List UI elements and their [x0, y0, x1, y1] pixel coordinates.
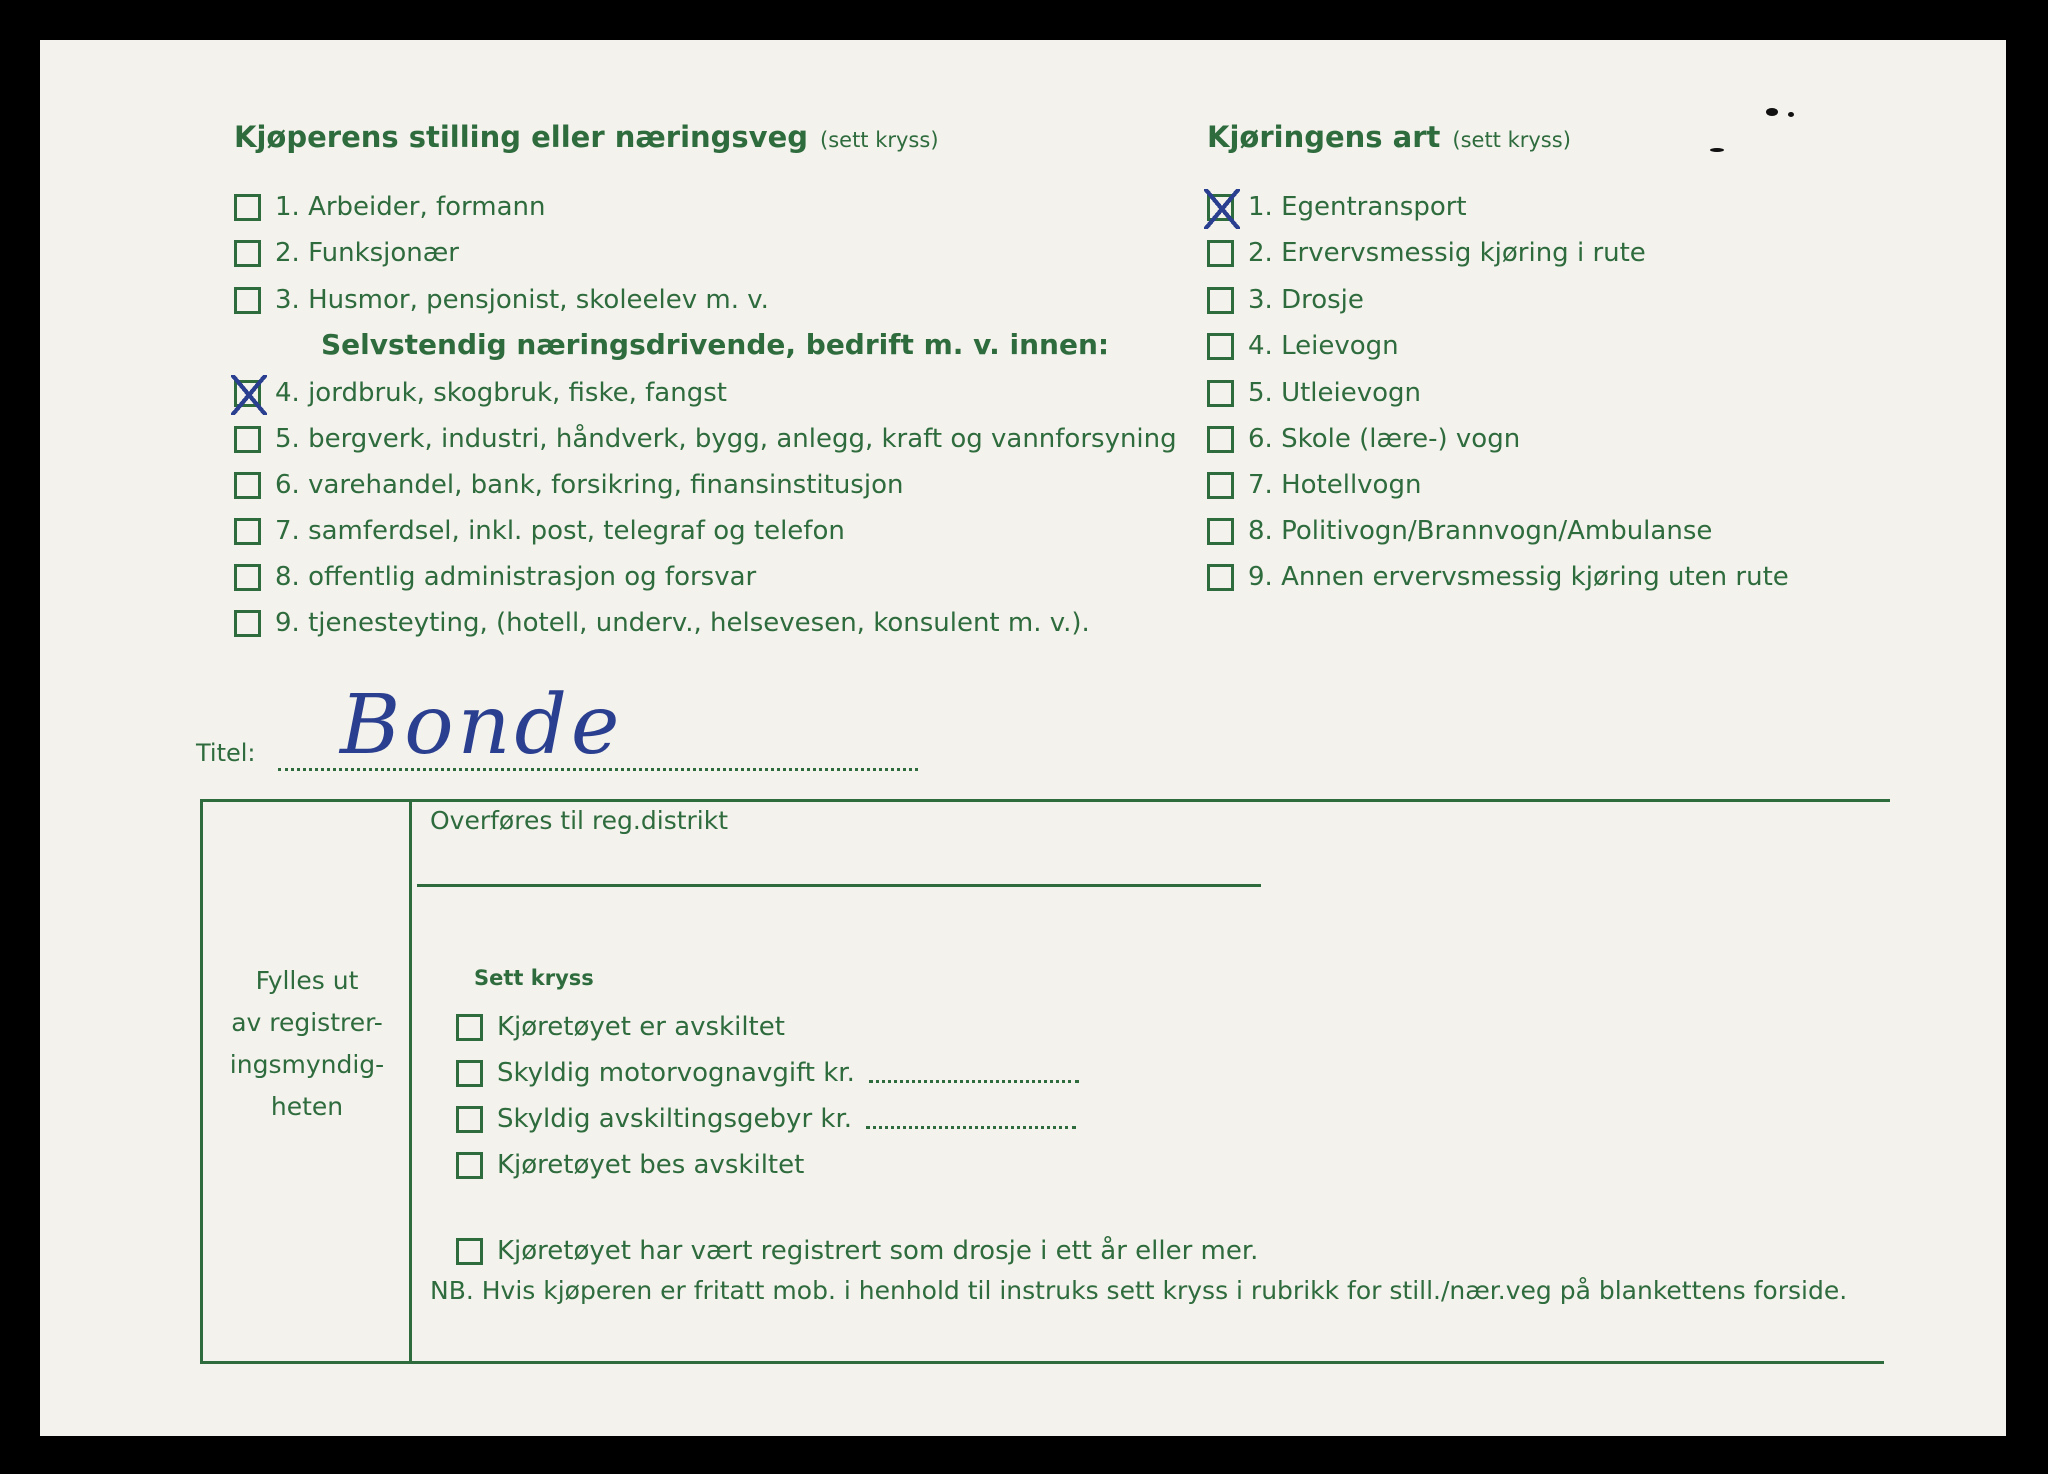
item-number: 8.	[275, 562, 300, 592]
item-label: Kjøretøyet har vært registrert som drosje i ett år eller mer.	[497, 1236, 1259, 1266]
paper-speck	[1788, 112, 1794, 117]
item-label: Skole (lære-) vogn	[1281, 424, 1521, 454]
right-item-7[interactable]	[1207, 468, 1421, 502]
right-item-8[interactable]	[1207, 514, 1712, 548]
item-number: 1.	[1248, 192, 1273, 222]
item-label: jordbruk, skogbruk, fiske, fangst	[308, 378, 727, 408]
right-heading: Kjøringens art (sett kryss)	[1207, 120, 1571, 154]
item-label: Politivogn/Brannvogn/Ambulanse	[1281, 516, 1713, 546]
checkbox[interactable]	[456, 1106, 483, 1133]
checkbox[interactable]	[234, 518, 261, 545]
reg-district-field-line[interactable]	[417, 884, 1261, 887]
checkbox-checked[interactable]	[234, 380, 261, 407]
registry-item-bes-avskiltet[interactable]	[456, 1148, 804, 1182]
registry-frame-divider	[409, 799, 412, 1363]
right-heading-note: (sett kryss)	[1452, 128, 1571, 152]
checkbox[interactable]	[1207, 564, 1234, 591]
titel-label: Titel:	[196, 739, 256, 767]
side-label-line: heten	[270, 1092, 344, 1121]
side-label-line: ingsmyndig-	[229, 1050, 385, 1079]
item-label: Skyldig avskiltingsgebyr kr.	[497, 1104, 853, 1134]
checkbox[interactable]	[456, 1152, 483, 1179]
nb-note: NB. Hvis kjøperen er fritatt mob. i henhold til instruks sett kryss i rubrikk for still./nær.veg på blankettens forside.	[430, 1276, 1848, 1305]
checkbox[interactable]	[1207, 380, 1234, 407]
checkbox[interactable]	[234, 287, 261, 314]
side-label-line: av registrer-	[231, 1008, 383, 1037]
checkbox[interactable]	[1207, 287, 1234, 314]
left-sub-item-4[interactable]	[234, 376, 727, 410]
amount-field-line[interactable]	[869, 1064, 1079, 1083]
item-label: Kjøretøyet bes avskiltet	[497, 1150, 805, 1180]
checkbox[interactable]	[456, 1238, 483, 1265]
right-item-2[interactable]	[1207, 236, 1646, 270]
right-item-3[interactable]	[1207, 283, 1364, 317]
item-number: 6.	[275, 470, 300, 500]
item-number: 1.	[275, 192, 300, 222]
checkbox[interactable]	[456, 1014, 483, 1041]
checkbox[interactable]	[1207, 426, 1234, 453]
left-sub-item-9[interactable]	[234, 606, 1090, 640]
item-label: Arbeider, formann	[308, 192, 546, 222]
left-heading-note: (sett kryss)	[820, 128, 939, 152]
item-label: Annen ervervsmessig kjøring uten rute	[1281, 562, 1789, 592]
left-subheading: Selvstendig næringsdrivende, bedrift m. v. innen:	[321, 328, 1110, 361]
checkbox[interactable]	[234, 564, 261, 591]
left-sub-item-5[interactable]	[234, 422, 1177, 456]
titel-handwritten-value: Bonde	[340, 678, 624, 773]
checkbox-checked[interactable]	[1207, 194, 1234, 221]
checkbox[interactable]	[234, 472, 261, 499]
registry-side-label	[205, 960, 409, 1128]
left-sub-item-7[interactable]	[234, 514, 845, 548]
right-item-5[interactable]	[1207, 376, 1421, 410]
checkbox[interactable]	[1207, 472, 1234, 499]
right-item-6[interactable]	[1207, 422, 1520, 456]
paper-speck	[1766, 108, 1778, 116]
item-number: 7.	[1248, 470, 1273, 500]
side-label-line: Fylles ut	[255, 966, 359, 995]
item-number: 3.	[275, 285, 300, 315]
item-label: Drosje	[1281, 285, 1364, 315]
item-label: samferdsel, inkl. post, telegraf og telefon	[308, 516, 845, 546]
left-heading: Kjøperens stilling eller næringsveg (sett kryss)	[234, 120, 939, 154]
amount-field-line[interactable]	[866, 1110, 1076, 1129]
item-number: 9.	[275, 608, 300, 638]
item-number: 3.	[1248, 285, 1273, 315]
checkbox[interactable]	[234, 426, 261, 453]
item-number: 2.	[275, 238, 300, 268]
left-sub-item-8[interactable]	[234, 560, 756, 594]
paper-speck	[1710, 148, 1724, 152]
checkbox[interactable]	[234, 194, 261, 221]
item-number: 5.	[275, 424, 300, 454]
right-item-1[interactable]	[1207, 190, 1467, 224]
registry-item-avskiltet[interactable]	[456, 1010, 785, 1044]
right-item-4[interactable]	[1207, 329, 1399, 363]
item-number: 6.	[1248, 424, 1273, 454]
checkbox[interactable]	[234, 610, 261, 637]
registry-item-motorvognavgift[interactable]	[456, 1056, 1079, 1090]
item-number: 5.	[1248, 378, 1273, 408]
item-label: Hotellvogn	[1281, 470, 1422, 500]
checkbox[interactable]	[1207, 240, 1234, 267]
registry-frame-left	[200, 799, 203, 1363]
sett-kryss-label: Sett kryss	[474, 966, 594, 990]
checkbox[interactable]	[456, 1060, 483, 1087]
item-label: Funksjonær	[308, 238, 459, 268]
checkbox[interactable]	[1207, 518, 1234, 545]
item-number: 2.	[1248, 238, 1273, 268]
item-number: 7.	[275, 516, 300, 546]
item-label: Utleievogn	[1281, 378, 1422, 408]
item-number: 9.	[1248, 562, 1273, 592]
item-label: Skyldig motorvognavgift kr.	[497, 1058, 855, 1088]
registry-frame-top	[200, 799, 1890, 802]
item-number: 8.	[1248, 516, 1273, 546]
item-label: Kjøretøyet er avskiltet	[497, 1012, 785, 1042]
left-item-3[interactable]	[234, 283, 769, 317]
registry-item-avskiltingsgebyr[interactable]	[456, 1102, 1076, 1136]
checkbox[interactable]	[234, 240, 261, 267]
right-item-9[interactable]	[1207, 560, 1789, 594]
checkbox[interactable]	[1207, 333, 1234, 360]
item-label: Egentransport	[1281, 192, 1467, 222]
item-label: bergverk, industri, håndverk, bygg, anlegg, kraft og vannforsyning	[308, 424, 1177, 454]
item-label: offentlig administrasjon og forsvar	[308, 562, 757, 592]
item-number: 4.	[275, 378, 300, 408]
left-item-1[interactable]	[234, 190, 546, 224]
left-sub-item-6[interactable]	[234, 468, 903, 502]
left-item-2[interactable]	[234, 236, 459, 270]
overfores-label: Overføres til reg.distrikt	[430, 806, 729, 835]
item-label: Ervervsmessig kjøring i rute	[1281, 238, 1646, 268]
registry-frame-bottom	[200, 1361, 1884, 1364]
item-label: Husmor, pensjonist, skoleelev m. v.	[308, 285, 769, 315]
item-label: tjenesteyting, (hotell, underv., helsevesen, konsulent m. v.).	[308, 608, 1090, 638]
item-label: Leievogn	[1281, 331, 1399, 361]
item-label: varehandel, bank, forsikring, finansinstitusjon	[308, 470, 904, 500]
registry-item-drosje[interactable]	[456, 1234, 1258, 1268]
item-number: 4.	[1248, 331, 1273, 361]
